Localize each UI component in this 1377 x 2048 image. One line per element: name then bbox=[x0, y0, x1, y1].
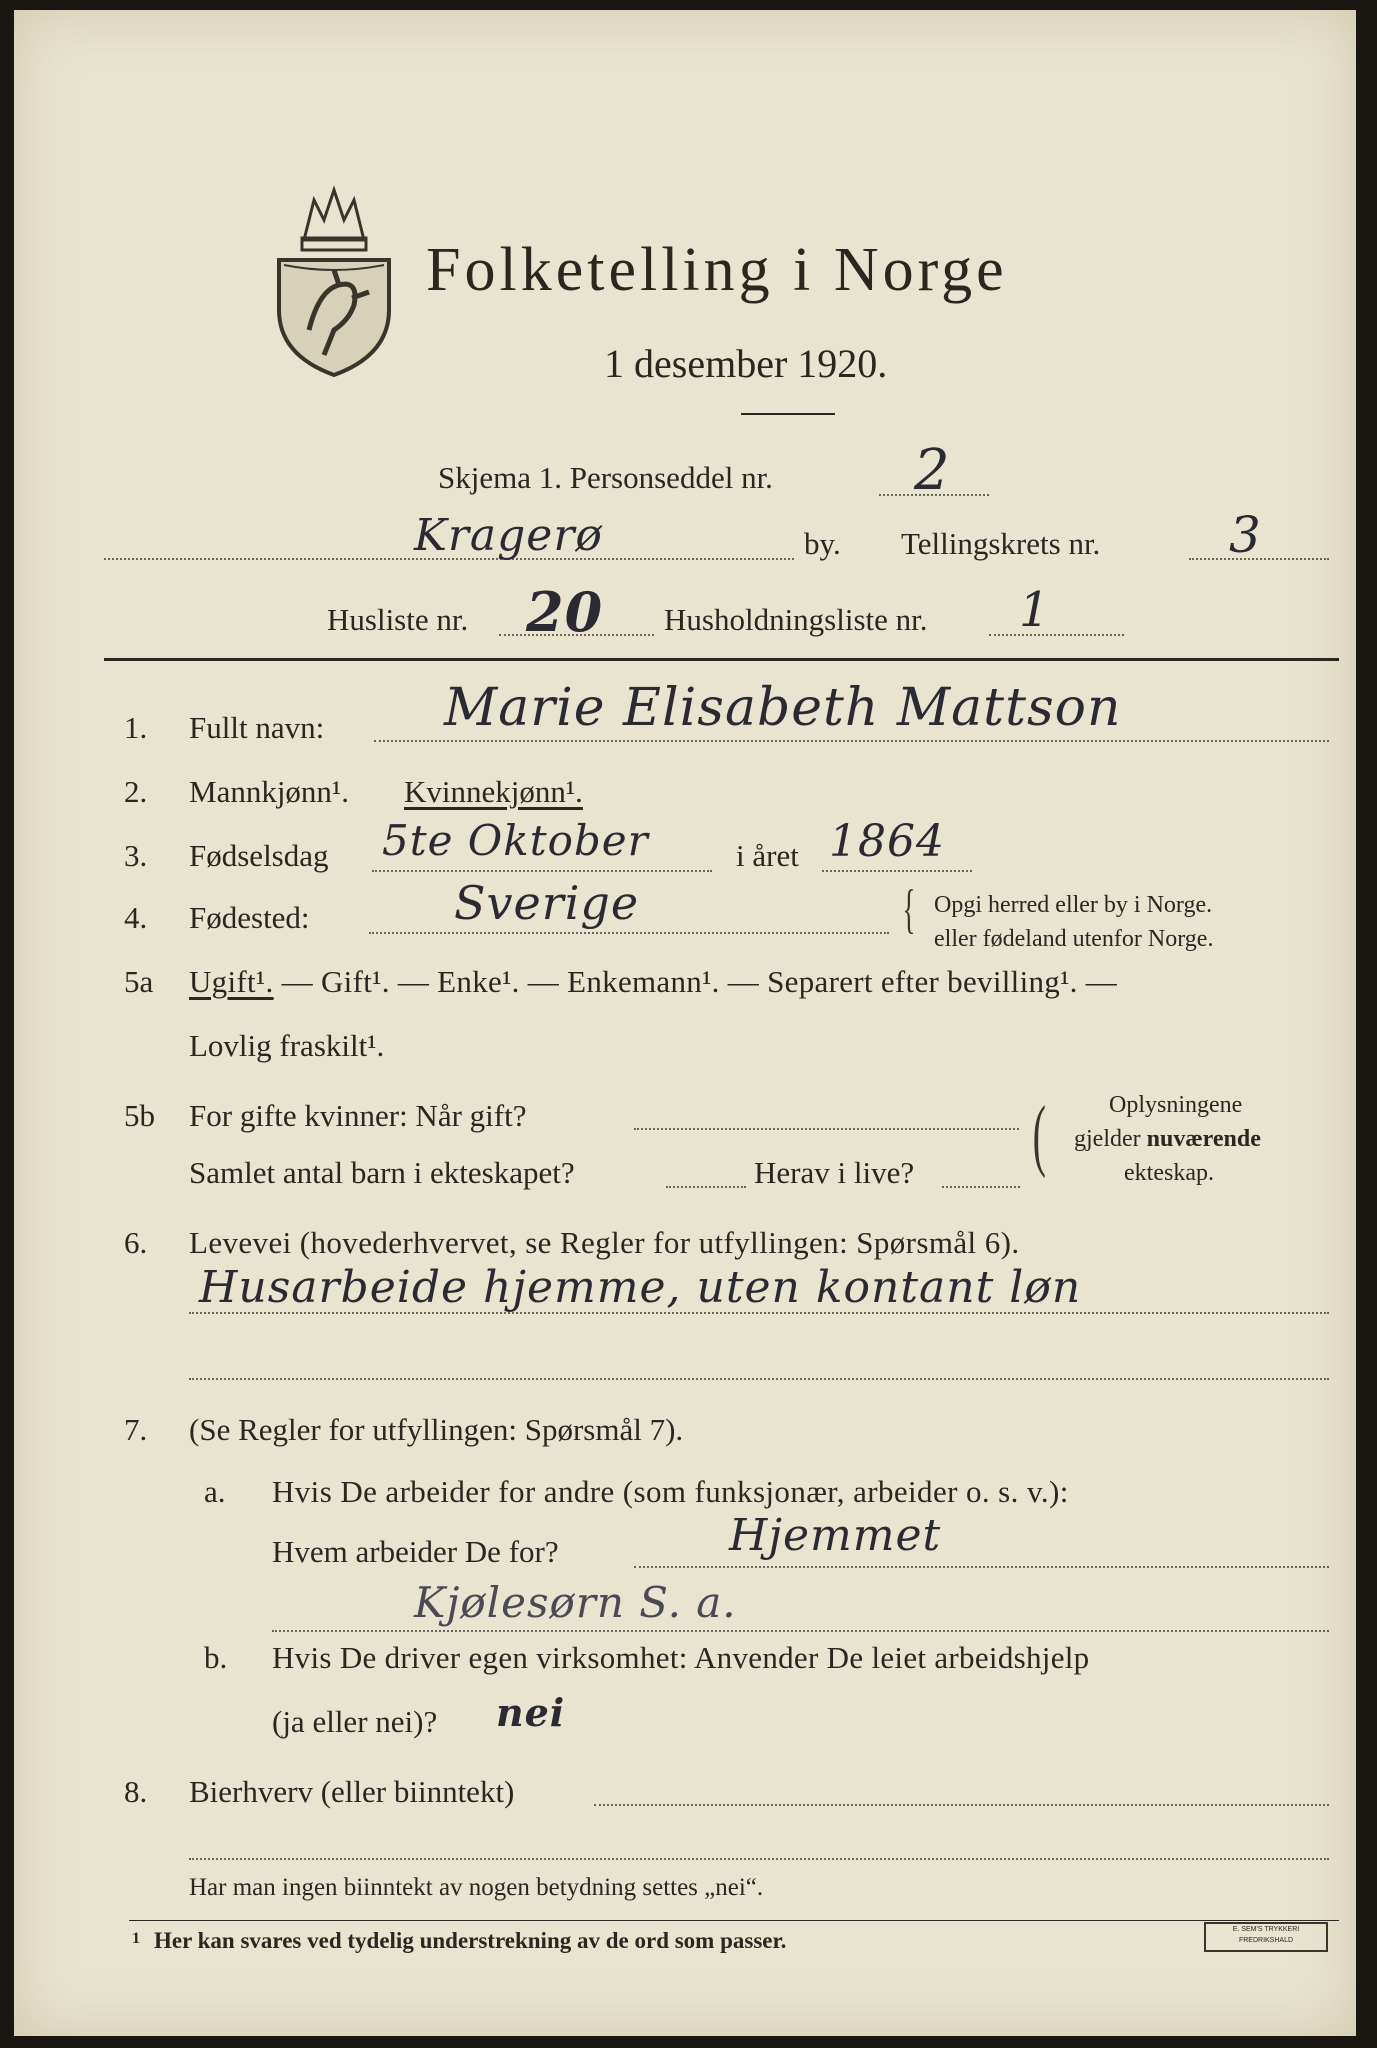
q5b-children-line bbox=[666, 1186, 746, 1188]
husholdning-label: Husholdningsliste nr. bbox=[664, 602, 928, 637]
printer-stamp-line2: FREDRIKSHALD bbox=[1238, 1937, 1294, 1944]
printer-stamp-line1: E. SEM'S TRYKKERI bbox=[1232, 1926, 1300, 1933]
q6-label: Levevei (hovederhvervet, se Regler for utfyllingen: Spørsmål 6). bbox=[189, 1225, 1020, 1260]
q7-label: (Se Regler for utfyllingen: Spørsmål 7). bbox=[189, 1412, 684, 1447]
q7b-question: (ja eller nei)? bbox=[272, 1704, 438, 1739]
q7a-letter: a. bbox=[204, 1474, 226, 1509]
q8-label: Bierhverv (eller biinntekt) bbox=[189, 1774, 515, 1809]
krets-value[interactable]: 3 bbox=[1229, 506, 1262, 564]
q8-line2 bbox=[189, 1858, 1329, 1860]
footnote-text: Her kan svares ved tydelig understrekning av de ord som passer. bbox=[154, 1928, 787, 1953]
q5b-note-current: nuværende bbox=[1146, 1126, 1261, 1152]
q7a-value2[interactable]: Kjølesørn S. a. bbox=[414, 1578, 737, 1627]
q8-number: 8. bbox=[124, 1774, 148, 1809]
q1-number: 1. bbox=[124, 710, 148, 745]
q7a-question: Hvem arbeider De for? bbox=[272, 1534, 559, 1569]
q4-note-brace: { bbox=[902, 879, 916, 939]
q3-year-label: i året bbox=[736, 838, 799, 873]
schema-label: Skjema 1. Personseddel nr. bbox=[438, 460, 773, 495]
q4-note-line1: Opgi herred eller by i Norge. bbox=[934, 892, 1213, 918]
q4-note-line2: eller fødeland utenfor Norge. bbox=[934, 926, 1214, 952]
footer-note: Har man ingen biinntekt av nogen betydning settes „nei“. bbox=[189, 1874, 764, 1901]
census-form-sheet bbox=[14, 10, 1356, 2036]
q7b-letter: b. bbox=[204, 1640, 228, 1675]
schema-value[interactable]: 2 bbox=[914, 438, 951, 503]
q7a-line1 bbox=[634, 1566, 1329, 1568]
q7-number: 7. bbox=[124, 1412, 148, 1447]
q4-label: Fødested: bbox=[189, 900, 310, 935]
husliste-label: Husliste nr. bbox=[327, 602, 469, 637]
printer-stamp bbox=[1204, 1922, 1328, 1952]
q2-number: 2. bbox=[124, 774, 148, 809]
q5b-note-line1: Oplysningene bbox=[1109, 1092, 1243, 1118]
q5a-number: 5a bbox=[124, 964, 154, 999]
q3-year-value[interactable]: 1864 bbox=[829, 816, 945, 867]
q3-number: 3. bbox=[124, 838, 148, 873]
q5b-number: 5b bbox=[124, 1098, 155, 1133]
krets-label: Tellingskrets nr. bbox=[901, 526, 1101, 561]
q6-number: 6. bbox=[124, 1225, 148, 1260]
q3-year-line bbox=[822, 870, 972, 872]
q3-label: Fødselsdag bbox=[189, 838, 329, 873]
q3-value[interactable]: 5te Oktober bbox=[382, 816, 649, 865]
q8-line1 bbox=[594, 1804, 1329, 1806]
footer-divider bbox=[129, 1920, 1339, 1921]
q7b-text: Hvis De driver egen virksomhet: Anvender De leiet arbeidshjelp bbox=[272, 1640, 1090, 1675]
q5a-options bbox=[189, 964, 1117, 1000]
q5b-note-brace: ( bbox=[1032, 1091, 1046, 1179]
q7a-text: Hvis De arbeider for andre (som funksjonær, arbeider o. s. v.): bbox=[272, 1474, 1069, 1509]
q2-female-underlined[interactable]: Kvinnekjønn¹. bbox=[404, 774, 583, 809]
q4-line bbox=[369, 932, 889, 934]
q1-label: Fullt navn: bbox=[189, 710, 325, 745]
census-date: 1 desember 1920. bbox=[604, 341, 888, 386]
q5a-other-options[interactable]: — Gift¹. — Enke¹. — Enkemann¹. — Separert efter bevilling¹. — bbox=[273, 964, 1118, 999]
q5b-children-label: Samlet antal barn i ekteskapet? bbox=[189, 1155, 575, 1190]
coat-of-arms-icon bbox=[264, 180, 404, 380]
header-divider bbox=[104, 658, 1339, 661]
q3-line bbox=[372, 870, 712, 872]
q5b-alive-line bbox=[942, 1186, 1020, 1188]
form-title: Folketelling i Norge bbox=[426, 236, 1008, 304]
footnote-mark: 1 bbox=[132, 1930, 140, 1947]
q5b-married-line bbox=[634, 1128, 1019, 1130]
q7a-value1[interactable]: Hjemmet bbox=[729, 1510, 942, 1561]
q5b-line1: For gifte kvinner: Når gift? bbox=[189, 1098, 527, 1133]
q6-line2 bbox=[189, 1378, 1329, 1380]
q7b-value[interactable]: nei bbox=[496, 1690, 566, 1735]
q5a-line2[interactable]: Lovlig fraskilt¹. bbox=[189, 1028, 385, 1063]
q1-line bbox=[374, 740, 1329, 742]
by-label: by. bbox=[804, 526, 841, 561]
q6-value[interactable]: Husarbeide hjemme, uten kontant løn bbox=[199, 1262, 1082, 1313]
q5b-note-line3: ekteskap. bbox=[1124, 1160, 1214, 1186]
city-value[interactable]: Kragerø bbox=[414, 510, 603, 561]
q4-number: 4. bbox=[124, 900, 148, 935]
q2-male[interactable]: Mannkjønn¹. bbox=[189, 774, 349, 809]
q4-value[interactable]: Sverige bbox=[454, 876, 640, 930]
q5b-alive-label: Herav i live? bbox=[754, 1155, 915, 1190]
husholdning-line bbox=[989, 634, 1124, 636]
title-divider bbox=[741, 413, 835, 415]
q5b-note-line2 bbox=[1074, 1126, 1261, 1153]
q5a-ugift-underlined[interactable]: Ugift¹. bbox=[189, 964, 274, 999]
q5b-note-gjelder: gjelder bbox=[1074, 1126, 1147, 1152]
q1-value[interactable]: Marie Elisabeth Mattson bbox=[444, 678, 1122, 738]
q7a-line2 bbox=[272, 1630, 1329, 1632]
husholdning-value[interactable]: 1 bbox=[1019, 582, 1051, 638]
husliste-value[interactable]: 20 bbox=[526, 580, 604, 644]
